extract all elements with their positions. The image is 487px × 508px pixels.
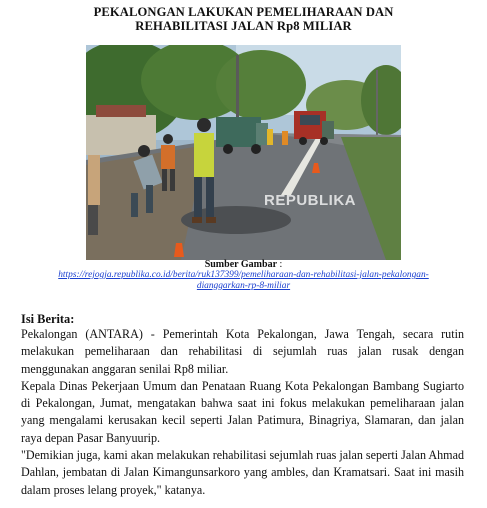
article-body	[21, 326, 464, 499]
source-link-line-2: dianggarkan-rp-8-miliar	[196, 281, 291, 291]
paragraph-2: Kepala Dinas Pekerjaan Umum dan Penataan Ruang Kota Pekalongan Bambang Sugiarto di Pekalongan, Jumat, mengatakan bahwa saat ini fokus melakukan pemeliharaan jalan yang mengalami kerusakan kecil seperti Jalan Patimura, Binagriya, Slamaran, dan jalan raya depan Pasar Banyuurip.	[21, 378, 464, 445]
paragraph-3: "Demikian juga, kami akan melakukan rehabilitasi sejumlah ruas jalan seperti Jalan Ahmad Dahlan, jembatan di Jalan Kimangunsarkoro yang ambles, dan Kramatsari. Saat ini masih dalam proses lelang proyek," katanya.	[21, 448, 464, 497]
photo-watermark: REPUBLIKA	[264, 192, 357, 209]
section-title: Isi Berita:	[21, 312, 75, 326]
title-line-1: PEKALONGAN LAKUKAN PEMELIHARAAN DAN	[93, 5, 394, 19]
caption-label: Sumber Gambar	[204, 259, 278, 270]
title-line-2: REHABILITASI JALAN Rp8 MILIAR	[135, 19, 352, 33]
article-title	[0, 5, 487, 33]
source-link-line-1: https://rejogja.republika.co.id/berita/ruk137399/pemeliharaan-dan-rehabilitasi-jalan-pekalongan-	[58, 270, 429, 280]
source-link[interactable]	[40, 270, 447, 292]
news-photo	[86, 45, 401, 260]
caption-colon: :	[277, 259, 283, 270]
image-caption	[0, 259, 487, 270]
paragraph-1: Pekalongan (ANTARA) - Pemerintah Kota Pekalongan, Jawa Tengah, secara rutin melakukan pemeliharaan dan rehabilitasi di sejumlah ruas jalan rusak dengan menggunakan anggaran senilai Rp8 miliar.	[21, 327, 464, 376]
